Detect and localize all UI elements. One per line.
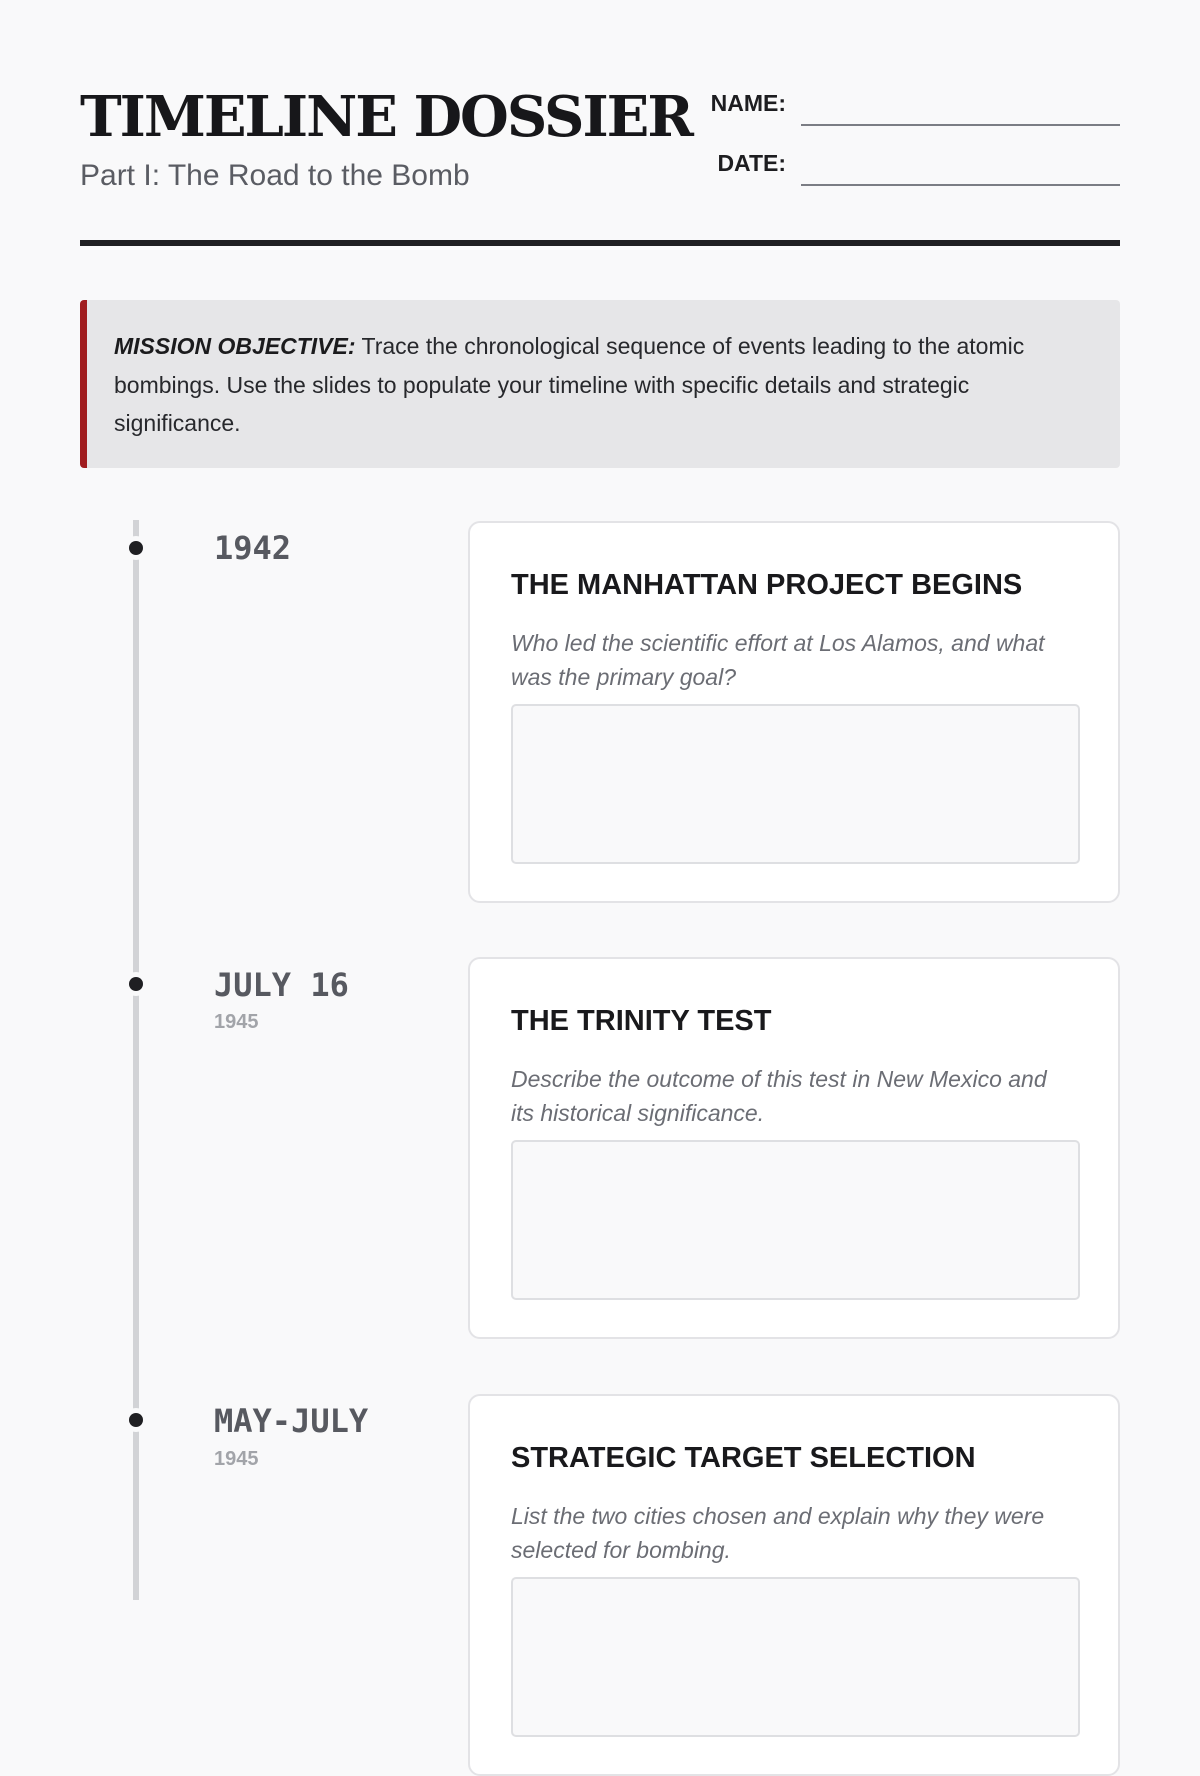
event-date: 1942 xyxy=(214,529,292,567)
mission-objective-box xyxy=(80,300,1120,468)
event-card-target-selection xyxy=(468,1394,1120,1776)
timeline-marker xyxy=(124,972,148,996)
name-field[interactable] xyxy=(801,124,1120,126)
answer-box[interactable] xyxy=(511,1140,1080,1300)
page-subtitle: Part I: The Road to the Bomb xyxy=(80,159,470,192)
event-prompt: Describe the outcome of this test in New Mexico and its historical significance. xyxy=(511,1066,1047,1126)
event-title: THE MANHATTAN PROJECT BEGINS xyxy=(511,569,1023,601)
objective-text: Trace the chronological sequence of events leading to the atomic bombings. Use the slides to populate your timeline with specific details and strategic significance. xyxy=(114,333,1025,436)
event-year: 1945 xyxy=(214,1011,259,1033)
event-prompt: Who led the scientific effort at Los Alamos, and what was the primary goal? xyxy=(511,630,1045,690)
event-year: 1945 xyxy=(214,1448,259,1470)
answer-box[interactable] xyxy=(511,1577,1080,1737)
page-title: TIMELINE DOSSIER xyxy=(80,84,692,150)
timeline-track xyxy=(133,520,139,1600)
header-divider xyxy=(80,240,1120,246)
timeline-marker xyxy=(124,1408,148,1432)
date-label: DATE: xyxy=(717,150,786,176)
timeline-marker xyxy=(124,536,148,560)
event-date: MAY-JULY xyxy=(214,1402,369,1440)
answer-box[interactable] xyxy=(511,704,1080,864)
worksheet-header xyxy=(80,80,1120,200)
event-date: JULY 16 xyxy=(214,966,349,1004)
name-label: NAME: xyxy=(710,90,786,116)
event-prompt: List the two cities chosen and explain why they were selected for bombing. xyxy=(511,1503,1045,1563)
objective-label: MISSION OBJECTIVE: xyxy=(114,333,356,359)
event-title: STRATEGIC TARGET SELECTION xyxy=(511,1442,976,1474)
event-title: THE TRINITY TEST xyxy=(511,1005,772,1037)
date-field[interactable] xyxy=(801,184,1120,186)
event-card-manhattan-project xyxy=(468,521,1120,903)
event-card-trinity-test xyxy=(468,957,1120,1339)
